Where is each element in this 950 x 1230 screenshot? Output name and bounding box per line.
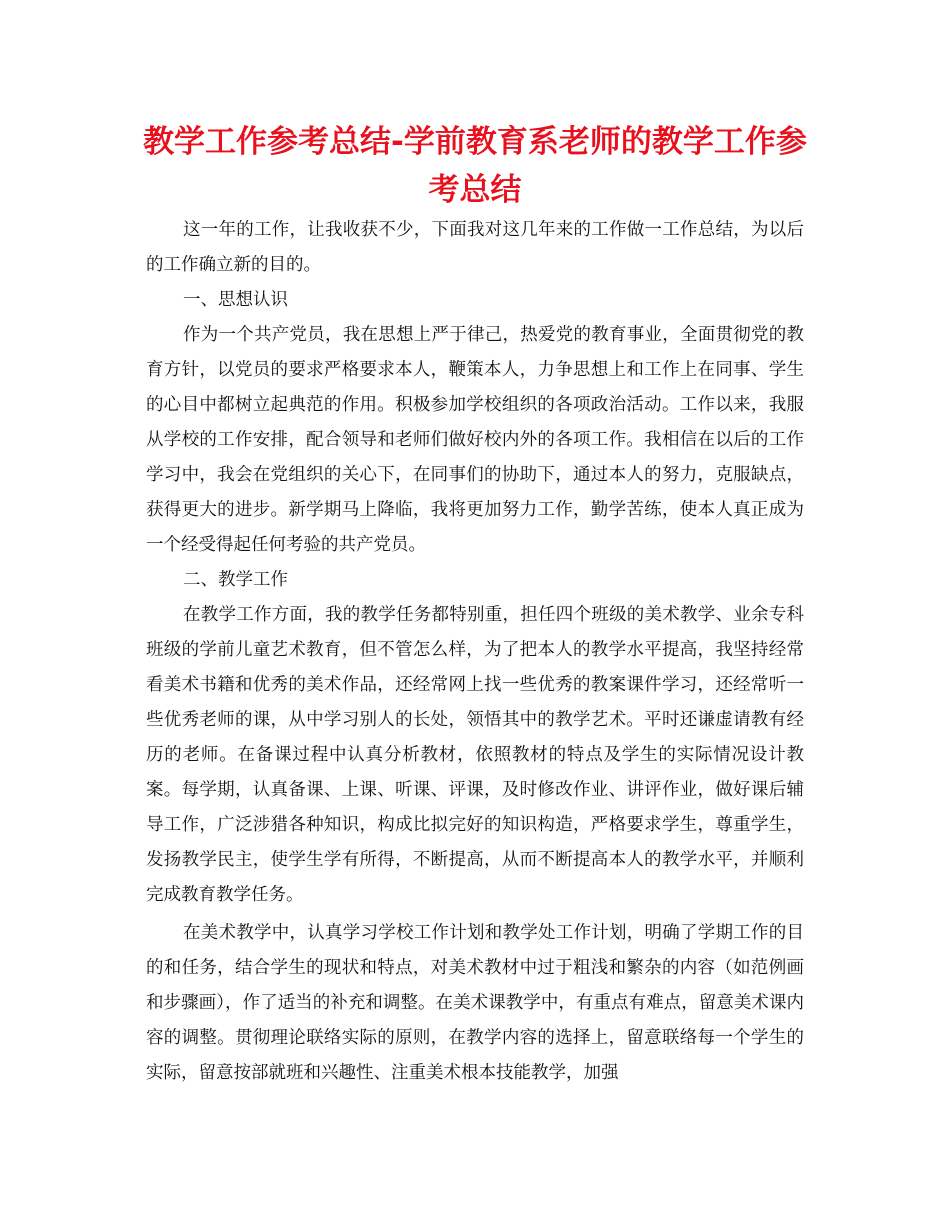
teaching-paragraph: 在教学工作方面，我的教学任务都特别重，担任四个班级的美术教学、业余专科班级的学前儿童艺术教育，但不管怎么样，为了把本人的教学水平提高，我坚持经常看美术书籍和优秀的美术作品，还经常网上找一些优秀的教案课件学习，还经常听一些优秀老师的课，从中学习别人的长处，领悟其中的教学艺术。平时还谦虚请教有经历的老师。在备课过程中认真分析教材，依照教材的特点及学生的实际情况设计教案。每学期，认真备课、上课、听课、评课，及时修改作业、讲评作业，做好课后辅导工作，广泛涉猎各种知识，构成比拟完好的知识构造，严格要求学生，尊重学生，发扬教学民主，使学生学有所得，不断提高，从而不断提高本人的教学水平，并顺利完成教育教学任务。: [146, 605, 804, 905]
section-heading-teaching: 二、教学工作: [183, 570, 288, 590]
section-heading-thought: 一、思想认识: [183, 290, 288, 310]
document-title: 教学工作参考总结-学前教育系老师的教学工作参考总结: [143, 124, 807, 208]
art-teaching-paragraph: 在美术教学中，认真学习学校工作计划和教学处工作计划，明确了学期工作的目的和任务，结合学生的现状和特点，对美术教材中过于粗浅和繁杂的内容（如范例画和步骤画），作了适当的补充和调整。在美术课教学中，有重点有难点，留意美术课内容的调整。贯彻理论联络实际的原则，在教学内容的选择上，留意联络每一个学生的实际，留意按部就班和兴趣性、注重美术根本技能教学，加强: [146, 923, 804, 1083]
intro-paragraph: 这一年的工作，让我收获不少，下面我对这几年来的工作做一工作总结，为以后的工作确立新的目的。: [146, 220, 804, 275]
thought-paragraph: 作为一个共产党员，我在思想上严于律己，热爱党的教育事业，全面贯彻党的教育方针，以党员的要求严格要求本人，鞭策本人，力争思想上和工作上在同事、学生的心目中都树立起典范的作用。积极参加学校组织的各项政治活动。工作以来，我服从学校的工作安排，配合领导和老师们做好校内外的各项工作。我相信在以后的工作学习中，我会在党组织的关心下，在同事们的协助下，通过本人的努力，克服缺点，获得更大的进步。新学期马上降临，我将更加努力工作，勤学苦练，使本人真正成为一个经受得起任何考验的共产党员。: [146, 325, 804, 555]
document-body: [146, 213, 804, 1091]
